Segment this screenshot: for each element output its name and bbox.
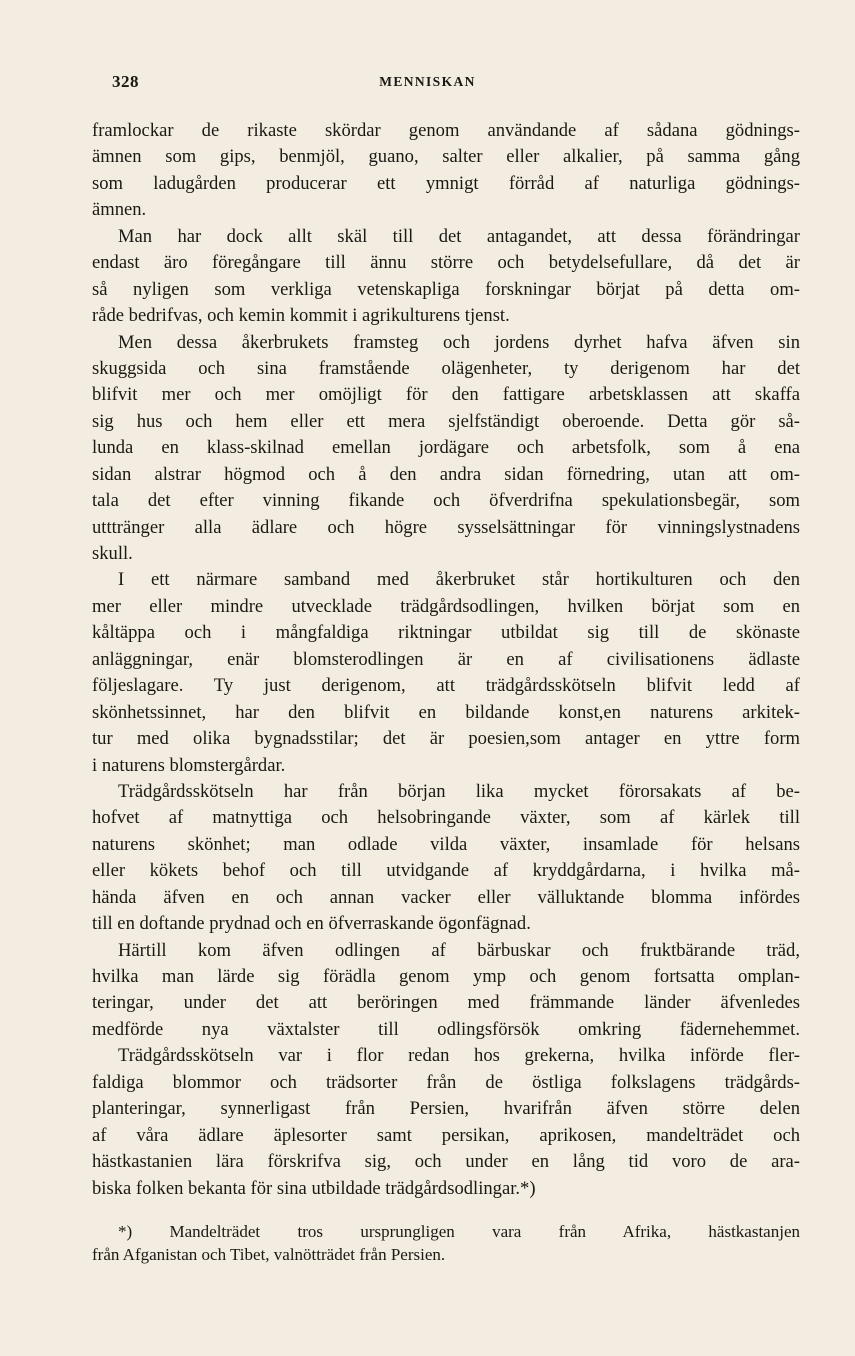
text-line: Man har dock allt skäl till det antagandet, att dessa förändringar: [118, 225, 800, 247]
text-line: ämnen som gips, benmjöl, guano, salter eller alkalier, på samma gång: [92, 146, 800, 168]
text-line: endast äro föregångare till ännu större och betydelsefullare, då det är: [92, 252, 800, 274]
footnote: [92, 1220, 800, 1266]
text-line: skull.: [92, 543, 133, 564]
text-line: anläggningar, enär blomsterodlingen är en af civilisationens ädlaste: [92, 648, 800, 670]
text-line: Trädgårdsskötseln var i flor redan hos grekerna, hvilka införde fler-: [118, 1045, 800, 1067]
text-line: Härtill kom äfven odlingen af bärbuskar och fruktbärande träd,: [118, 939, 800, 961]
text-line: i naturens blomstergårdar.: [92, 754, 286, 776]
body-text: [92, 118, 800, 1202]
text-line: framlockar de rikaste skördar genom användande af sådana gödnings-: [92, 120, 800, 141]
text-line: hvilka man lärde sig förädla genom ymp och genom fortsatta omplan-: [92, 966, 800, 987]
text-line: hästkastanien lära förskrifva sig, och under en lång tid voro de ara-: [92, 1151, 800, 1173]
text-line: teringar, under det att beröringen med främmande länder äfvenledes: [92, 992, 800, 1014]
text-line: af våra ädlare äplesorter samt persikan, aprikosen, mandelträdet och: [92, 1124, 800, 1146]
text-line: råde bedrifvas, och kemin kommit i agrikulturens tjenst.: [92, 305, 510, 327]
text-line: Trädgårdsskötseln har från början lika mycket förorsakats af be-: [118, 780, 800, 802]
text-line: som ladugården producerar ett ymnigt förråd af naturliga gödnings-: [92, 172, 800, 194]
text-line: kåltäppa och i mångfaldiga riktningar utbildat sig till de skönaste: [92, 622, 800, 644]
text-line: Men dessa åkerbrukets framsteg och jordens dyrhet hafva äfven sin: [118, 331, 800, 353]
text-line: skuggsida och sina framstående olägenheter, ty derigenom har det: [92, 357, 800, 379]
text-line: sidan alstrar högmod och å den andra sidan förnedring, utan att om-: [92, 463, 800, 485]
text-line: så nyligen som verkliga vetenskapliga forskningar börjat på detta om-: [92, 278, 800, 300]
text-line: utttränger alla ädlare och högre sysselsättningar för vinningslystnadens: [92, 516, 800, 538]
text-line: blifvit mer och mer omöjligt för den fattigare arbetsklassen att skaffa: [92, 384, 800, 406]
text-line: medförde nya växtalster till odlingsförsök omkring fädernehemmet.: [92, 1018, 800, 1040]
text-line: planteringar, synnerligast från Persien, hvarifrån äfven större delen: [92, 1098, 800, 1120]
text-line: faldiga blommor och trädsorter från de östliga folkslagens trädgårds-: [92, 1071, 800, 1093]
footnote-line: från Afganistan och Tibet, valnötträdet från Persien.: [92, 1245, 446, 1264]
text-line: tur med olika bygnadsstilar; det är poesien,som antager en yttre form: [92, 728, 800, 750]
text-line: till en doftande prydnad och en öfverraskande ögonfägnad.: [92, 913, 531, 935]
text-line: I ett närmare samband med åkerbruket står hortikulturen och den: [118, 569, 800, 591]
page-number: 328: [112, 72, 139, 91]
running-head: MENNISKAN: [379, 74, 476, 89]
text-line: skönhetssinnet, har den blifvit en bildande konst,en naturens arkitek-: [92, 701, 800, 723]
text-line: följeslagare. Ty just derigenom, att trädgårdsskötseln blifvit ledd af: [92, 675, 800, 697]
text-line: mer eller mindre utvecklade trädgårdsodlingen, hvilken börjat som en: [92, 595, 800, 617]
text-line: biska folken bekanta för sina utbildade trädgårdsodlingar.*): [92, 1177, 536, 1199]
text-line: lunda en klass-skilnad emellan jordägare och arbetsfolk, som å ena: [92, 437, 800, 459]
page-header: [0, 72, 855, 100]
text-line: sig hus och hem eller ett mera sjelfständigt oberoende. Detta gör så-: [92, 410, 800, 432]
footnote-line: *) Mandelträdet tros ursprungligen vara från Afrika, hästkastanjen: [118, 1222, 800, 1241]
text-line: tala det efter vinning fikande och öfverdrifna spekulationsbegär, som: [92, 490, 800, 512]
text-line: ämnen.: [92, 199, 147, 221]
text-line: hofvet af matnyttiga och helsobringande växter, som af kärlek till: [92, 807, 800, 829]
text-line: hända äfven en och annan vacker eller välluktande blomma infördes: [92, 886, 800, 908]
text-line: naturens skönhet; man odlade vilda växter, insamlade för helsans: [92, 833, 800, 855]
text-line: eller kökets behof och till utvidgande af kryddgårdarna, i hvilka må-: [92, 860, 800, 882]
